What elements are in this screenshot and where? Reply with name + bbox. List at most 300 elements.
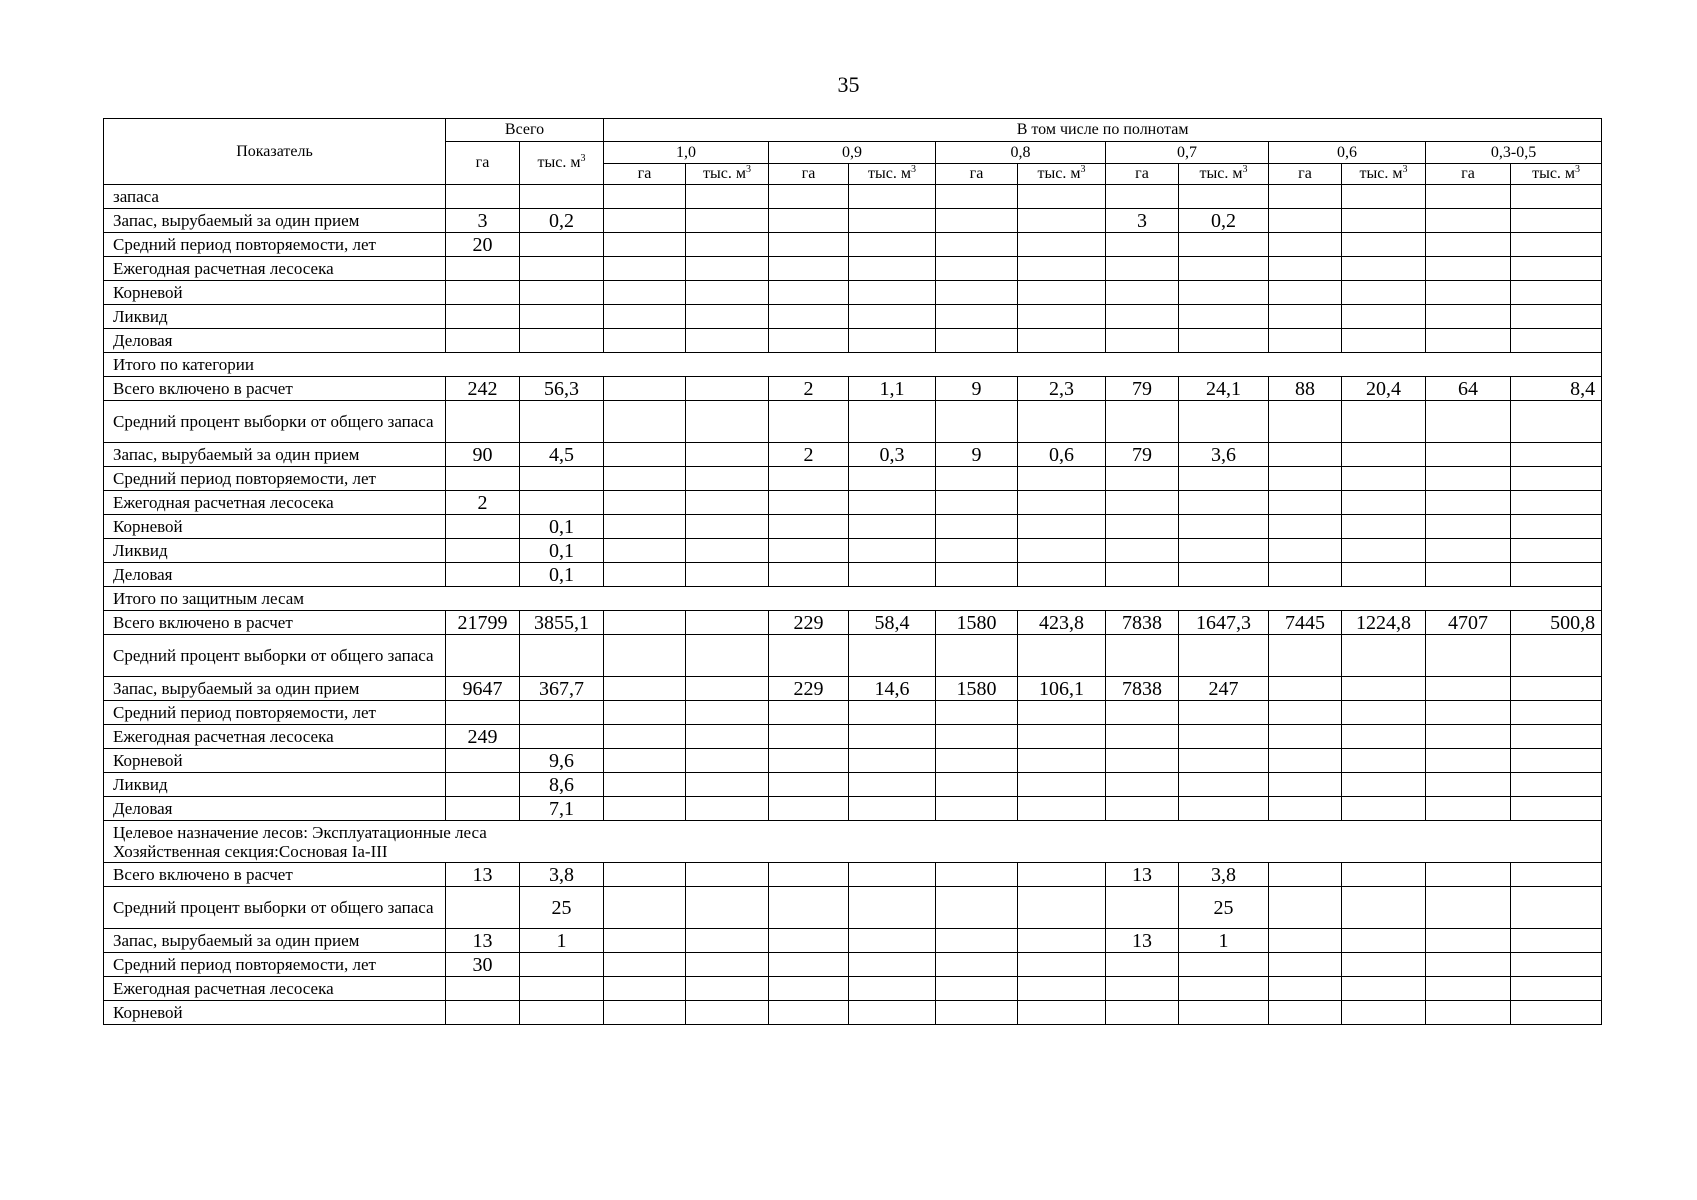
table-cell xyxy=(1106,515,1179,539)
table-cell xyxy=(1179,491,1269,515)
table-cell: 20 xyxy=(446,233,520,257)
table-cell xyxy=(1106,797,1179,821)
header-unit-ha: га xyxy=(1426,164,1511,185)
table-cell xyxy=(604,281,686,305)
table-cell xyxy=(1426,725,1511,749)
table-cell xyxy=(849,401,936,443)
table-cell xyxy=(1179,797,1269,821)
table-cell xyxy=(686,563,769,587)
table-cell xyxy=(1511,329,1602,353)
header-unit-ha: га xyxy=(1106,164,1179,185)
table-cell xyxy=(686,677,769,701)
table-cell xyxy=(936,209,1018,233)
table-cell xyxy=(849,1001,936,1025)
table-cell: 4707 xyxy=(1426,611,1511,635)
table-cell xyxy=(1511,233,1602,257)
table-cell xyxy=(1342,863,1426,887)
table-cell xyxy=(1018,563,1106,587)
table-cell xyxy=(1106,953,1179,977)
table-row xyxy=(104,353,1602,377)
table-cell xyxy=(520,281,604,305)
table-cell xyxy=(520,329,604,353)
table-row xyxy=(104,587,1602,611)
table-row xyxy=(104,257,1602,281)
table-cell: 500,8 xyxy=(1511,611,1602,635)
table-cell: 58,4 xyxy=(849,611,936,635)
table-cell xyxy=(520,635,604,677)
table-cell xyxy=(1342,401,1426,443)
table-cell xyxy=(936,863,1018,887)
row-label: Средний процент выборки от общего запаса xyxy=(104,401,446,443)
table-cell xyxy=(936,257,1018,281)
table-cell xyxy=(1106,257,1179,281)
table-cell xyxy=(446,515,520,539)
table-cell xyxy=(686,701,769,725)
table-cell xyxy=(686,305,769,329)
table-cell xyxy=(1342,305,1426,329)
table-cell xyxy=(604,209,686,233)
table-cell xyxy=(1269,329,1342,353)
table-cell xyxy=(604,515,686,539)
table-cell xyxy=(1511,305,1602,329)
table-cell xyxy=(446,185,520,209)
table-cell xyxy=(1342,929,1426,953)
table-cell xyxy=(1269,233,1342,257)
table-cell xyxy=(769,257,849,281)
table-row xyxy=(104,887,1602,929)
table-cell xyxy=(1106,635,1179,677)
table-cell xyxy=(1018,233,1106,257)
table-cell xyxy=(1179,281,1269,305)
table-cell xyxy=(1018,797,1106,821)
table-cell xyxy=(1511,443,1602,467)
table-cell xyxy=(446,329,520,353)
row-label: Запас, вырубаемый за один прием xyxy=(104,209,446,233)
table-cell xyxy=(686,1001,769,1025)
table-cell xyxy=(1342,677,1426,701)
table-cell xyxy=(1511,467,1602,491)
table-row xyxy=(104,701,1602,725)
table-row xyxy=(104,377,1602,401)
table-cell xyxy=(1342,329,1426,353)
header-indicator: Показатель xyxy=(104,119,446,185)
table-cell xyxy=(769,329,849,353)
table-cell xyxy=(769,773,849,797)
table-cell xyxy=(1426,401,1511,443)
header-unit-ha: га xyxy=(936,164,1018,185)
table-cell xyxy=(849,209,936,233)
table-cell xyxy=(1179,1001,1269,1025)
table-cell xyxy=(1426,887,1511,929)
table-cell xyxy=(769,797,849,821)
table-cell xyxy=(1342,701,1426,725)
table-cell xyxy=(936,773,1018,797)
table-cell xyxy=(686,185,769,209)
table-cell xyxy=(1511,515,1602,539)
table-cell xyxy=(1342,281,1426,305)
table-cell xyxy=(1269,797,1342,821)
table-cell xyxy=(686,725,769,749)
table-cell xyxy=(686,515,769,539)
table-cell: 20,4 xyxy=(1342,377,1426,401)
section-header xyxy=(104,821,1602,863)
table-cell xyxy=(849,233,936,257)
table-cell xyxy=(1426,305,1511,329)
header-total: Всего xyxy=(446,119,604,142)
table-cell: 25 xyxy=(1179,887,1269,929)
table-cell xyxy=(604,305,686,329)
header-unit-volume: тыс. $м^3$ xyxy=(849,164,936,185)
table-cell: 13 xyxy=(446,929,520,953)
table-cell xyxy=(1018,953,1106,977)
table-cell: 13 xyxy=(446,863,520,887)
table-cell: 249 xyxy=(446,725,520,749)
table-cell xyxy=(686,401,769,443)
table-cell xyxy=(604,443,686,467)
table-cell xyxy=(1106,563,1179,587)
table-cell xyxy=(1269,677,1342,701)
table-cell xyxy=(604,677,686,701)
table-cell xyxy=(1511,281,1602,305)
table-row xyxy=(104,233,1602,257)
table-cell: 9 xyxy=(936,443,1018,467)
table-cell xyxy=(1426,329,1511,353)
table-cell xyxy=(604,233,686,257)
table-cell xyxy=(1511,887,1602,929)
table-cell xyxy=(604,635,686,677)
header-total-volume: тыс. $м^3$ xyxy=(520,142,604,185)
table-cell xyxy=(604,725,686,749)
table-cell xyxy=(1426,467,1511,491)
table-row xyxy=(104,491,1602,515)
table-cell xyxy=(1511,797,1602,821)
row-label: Деловая xyxy=(104,797,446,821)
table-row xyxy=(104,953,1602,977)
table-cell: 4,5 xyxy=(520,443,604,467)
table-cell xyxy=(769,305,849,329)
table-cell xyxy=(1426,1001,1511,1025)
section-purpose: Целевое назначение лесов: Эксплуатационные леса xyxy=(113,822,487,842)
table-cell: 3,6 xyxy=(1179,443,1269,467)
table-cell xyxy=(1426,953,1511,977)
row-label: Средний период повторяемости, лет xyxy=(104,233,446,257)
section-header: Итого по защитным лесам xyxy=(104,587,1602,611)
table-row xyxy=(104,677,1602,701)
table-cell xyxy=(1269,701,1342,725)
table-cell xyxy=(446,467,520,491)
table-cell xyxy=(1018,773,1106,797)
table-cell xyxy=(1426,677,1511,701)
table-cell xyxy=(604,257,686,281)
table-cell xyxy=(1179,233,1269,257)
table-cell xyxy=(1511,539,1602,563)
table-cell: 3,8 xyxy=(520,863,604,887)
table-row xyxy=(104,929,1602,953)
table-cell xyxy=(769,887,849,929)
table-cell xyxy=(1018,209,1106,233)
table-cell xyxy=(520,725,604,749)
table-cell xyxy=(1342,725,1426,749)
table-cell xyxy=(1511,209,1602,233)
header-unit-volume: тыс. $м^3$ xyxy=(1511,164,1602,185)
table-cell xyxy=(936,929,1018,953)
table-cell: 1,1 xyxy=(849,377,936,401)
table-cell xyxy=(936,953,1018,977)
header-density-3: 0,7 xyxy=(1106,142,1269,164)
table-cell xyxy=(1269,977,1342,1001)
table-cell xyxy=(1269,563,1342,587)
table-cell xyxy=(1018,701,1106,725)
table-cell: 3,8 xyxy=(1179,863,1269,887)
table-cell xyxy=(1179,773,1269,797)
table-cell xyxy=(1342,797,1426,821)
table-cell xyxy=(604,401,686,443)
table-cell xyxy=(936,305,1018,329)
table-row xyxy=(104,185,1602,209)
row-label: Ликвид xyxy=(104,773,446,797)
table-row xyxy=(104,539,1602,563)
table-cell xyxy=(604,611,686,635)
table-cell: 24,1 xyxy=(1179,377,1269,401)
table-cell xyxy=(1106,1001,1179,1025)
table-cell: 0,1 xyxy=(520,515,604,539)
table-cell xyxy=(1426,209,1511,233)
header-unit-volume: тыс. $м^3$ xyxy=(1342,164,1426,185)
table-cell xyxy=(1018,281,1106,305)
table-cell: 9 xyxy=(936,377,1018,401)
table-cell xyxy=(1106,233,1179,257)
table-cell: 79 xyxy=(1106,443,1179,467)
table-cell xyxy=(604,797,686,821)
table-cell xyxy=(1179,563,1269,587)
table-cell xyxy=(1018,305,1106,329)
table-cell xyxy=(1179,701,1269,725)
header-unit-ha: га xyxy=(769,164,849,185)
row-label: Ежегодная расчетная лесосека xyxy=(104,977,446,1001)
row-label: Всего включено в расчет xyxy=(104,377,446,401)
row-label: Деловая xyxy=(104,329,446,353)
table-cell xyxy=(1511,563,1602,587)
table-row xyxy=(104,515,1602,539)
table-cell xyxy=(1342,491,1426,515)
table-cell xyxy=(849,929,936,953)
table-cell xyxy=(1106,467,1179,491)
table-cell xyxy=(1426,863,1511,887)
table-cell xyxy=(686,443,769,467)
table-cell xyxy=(604,563,686,587)
table-cell: 9647 xyxy=(446,677,520,701)
table-row xyxy=(104,281,1602,305)
table-cell xyxy=(936,329,1018,353)
row-label: Запас, вырубаемый за один прием xyxy=(104,443,446,467)
table-cell xyxy=(1426,257,1511,281)
row-label: Средний период повторяемости, лет xyxy=(104,701,446,725)
table-cell xyxy=(1511,749,1602,773)
table-cell: 0,6 xyxy=(1018,443,1106,467)
table-cell xyxy=(520,953,604,977)
table-cell xyxy=(604,977,686,1001)
table-cell xyxy=(1018,401,1106,443)
table-cell xyxy=(849,863,936,887)
table-cell: 229 xyxy=(769,611,849,635)
table-cell xyxy=(446,257,520,281)
table-header xyxy=(104,119,1602,185)
table-cell xyxy=(849,257,936,281)
table-cell xyxy=(849,773,936,797)
table-cell: 3 xyxy=(446,209,520,233)
header-density-4: 0,6 xyxy=(1269,142,1426,164)
table-cell xyxy=(1179,515,1269,539)
table-cell xyxy=(520,401,604,443)
table-cell xyxy=(1426,563,1511,587)
table-cell xyxy=(686,635,769,677)
table-cell xyxy=(769,401,849,443)
table-cell xyxy=(604,749,686,773)
table-cell xyxy=(604,953,686,977)
table-cell: 90 xyxy=(446,443,520,467)
table-cell xyxy=(849,977,936,1001)
table-cell xyxy=(686,539,769,563)
row-label: Средний процент выборки от общего запаса xyxy=(104,635,446,677)
table-cell xyxy=(1511,635,1602,677)
table-cell: 14,6 xyxy=(849,677,936,701)
header-unit-ha: га xyxy=(604,164,686,185)
table-cell xyxy=(936,539,1018,563)
table-cell xyxy=(769,467,849,491)
table-cell xyxy=(849,797,936,821)
table-cell xyxy=(1179,305,1269,329)
table-cell xyxy=(1342,209,1426,233)
table-cell xyxy=(1426,491,1511,515)
table-cell: 13 xyxy=(1106,863,1179,887)
table-cell xyxy=(1511,677,1602,701)
table-cell xyxy=(446,773,520,797)
table-cell xyxy=(686,233,769,257)
table-cell: 7838 xyxy=(1106,677,1179,701)
table-cell xyxy=(1511,1001,1602,1025)
table-cell xyxy=(1269,209,1342,233)
table-cell xyxy=(769,977,849,1001)
table-cell xyxy=(849,491,936,515)
table-cell: 2,3 xyxy=(1018,377,1106,401)
table-cell xyxy=(1426,977,1511,1001)
table-row xyxy=(104,401,1602,443)
table-cell xyxy=(1269,491,1342,515)
table-cell: 3 xyxy=(1106,209,1179,233)
row-label: Запас, вырубаемый за один прием xyxy=(104,929,446,953)
table-cell xyxy=(686,209,769,233)
table-cell xyxy=(936,1001,1018,1025)
table-cell xyxy=(1269,443,1342,467)
table-cell xyxy=(769,491,849,515)
table-cell xyxy=(446,977,520,1001)
table-cell xyxy=(446,1001,520,1025)
table-cell xyxy=(1018,491,1106,515)
table-cell xyxy=(1426,185,1511,209)
table-cell xyxy=(849,749,936,773)
table-cell xyxy=(686,749,769,773)
table-cell xyxy=(1179,539,1269,563)
table-row xyxy=(104,977,1602,1001)
table-cell xyxy=(1018,725,1106,749)
table-cell xyxy=(520,1001,604,1025)
table-cell xyxy=(769,863,849,887)
table-cell xyxy=(1342,563,1426,587)
table-cell xyxy=(1179,401,1269,443)
table-cell xyxy=(1426,929,1511,953)
page-number: 35 xyxy=(837,72,860,97)
table-cell xyxy=(769,635,849,677)
header-including: В том числе по полнотам xyxy=(604,119,1602,142)
table-cell xyxy=(1269,929,1342,953)
table-cell xyxy=(1426,773,1511,797)
table-cell xyxy=(686,377,769,401)
table-cell xyxy=(1426,539,1511,563)
table-row xyxy=(104,725,1602,749)
table-cell xyxy=(936,563,1018,587)
table-cell xyxy=(1426,701,1511,725)
table-cell xyxy=(520,467,604,491)
table-cell: 7445 xyxy=(1269,611,1342,635)
section-economic: Хозяйственная секция:Сосновая Iа-III xyxy=(113,841,388,861)
table-cell xyxy=(1269,1001,1342,1025)
row-label: Средний процент выборки от общего запаса xyxy=(104,887,446,929)
table-cell xyxy=(1511,701,1602,725)
table-cell: 229 xyxy=(769,677,849,701)
table-row xyxy=(104,797,1602,821)
row-label: Запас, вырубаемый за один прием xyxy=(104,677,446,701)
table-cell xyxy=(1426,443,1511,467)
table-cell xyxy=(686,491,769,515)
table-cell xyxy=(686,953,769,977)
table-cell xyxy=(1106,401,1179,443)
table-cell xyxy=(769,725,849,749)
table-cell xyxy=(1106,305,1179,329)
table-row xyxy=(104,563,1602,587)
table-cell xyxy=(1511,773,1602,797)
table-cell xyxy=(1106,749,1179,773)
table-cell xyxy=(1106,773,1179,797)
table-cell xyxy=(1179,257,1269,281)
table-cell xyxy=(1342,635,1426,677)
table-cell xyxy=(604,887,686,929)
table-cell: 8,4 xyxy=(1511,377,1602,401)
table-cell xyxy=(1018,185,1106,209)
table-row xyxy=(104,635,1602,677)
table-cell xyxy=(1269,749,1342,773)
table-cell: 7,1 xyxy=(520,797,604,821)
table-cell xyxy=(769,281,849,305)
table-cell xyxy=(1269,539,1342,563)
table-cell xyxy=(849,329,936,353)
table-cell xyxy=(520,701,604,725)
table-cell xyxy=(446,401,520,443)
table-cell xyxy=(446,281,520,305)
table-cell xyxy=(520,233,604,257)
table-cell xyxy=(1106,185,1179,209)
table-cell xyxy=(769,233,849,257)
row-label: Ежегодная расчетная лесосека xyxy=(104,725,446,749)
table-cell xyxy=(1511,725,1602,749)
table-cell xyxy=(1179,977,1269,1001)
table-row xyxy=(104,821,1602,863)
table-cell xyxy=(686,863,769,887)
table-cell xyxy=(446,749,520,773)
table-cell xyxy=(1106,491,1179,515)
table-cell xyxy=(1179,467,1269,491)
table-cell xyxy=(604,929,686,953)
table-cell xyxy=(1018,329,1106,353)
